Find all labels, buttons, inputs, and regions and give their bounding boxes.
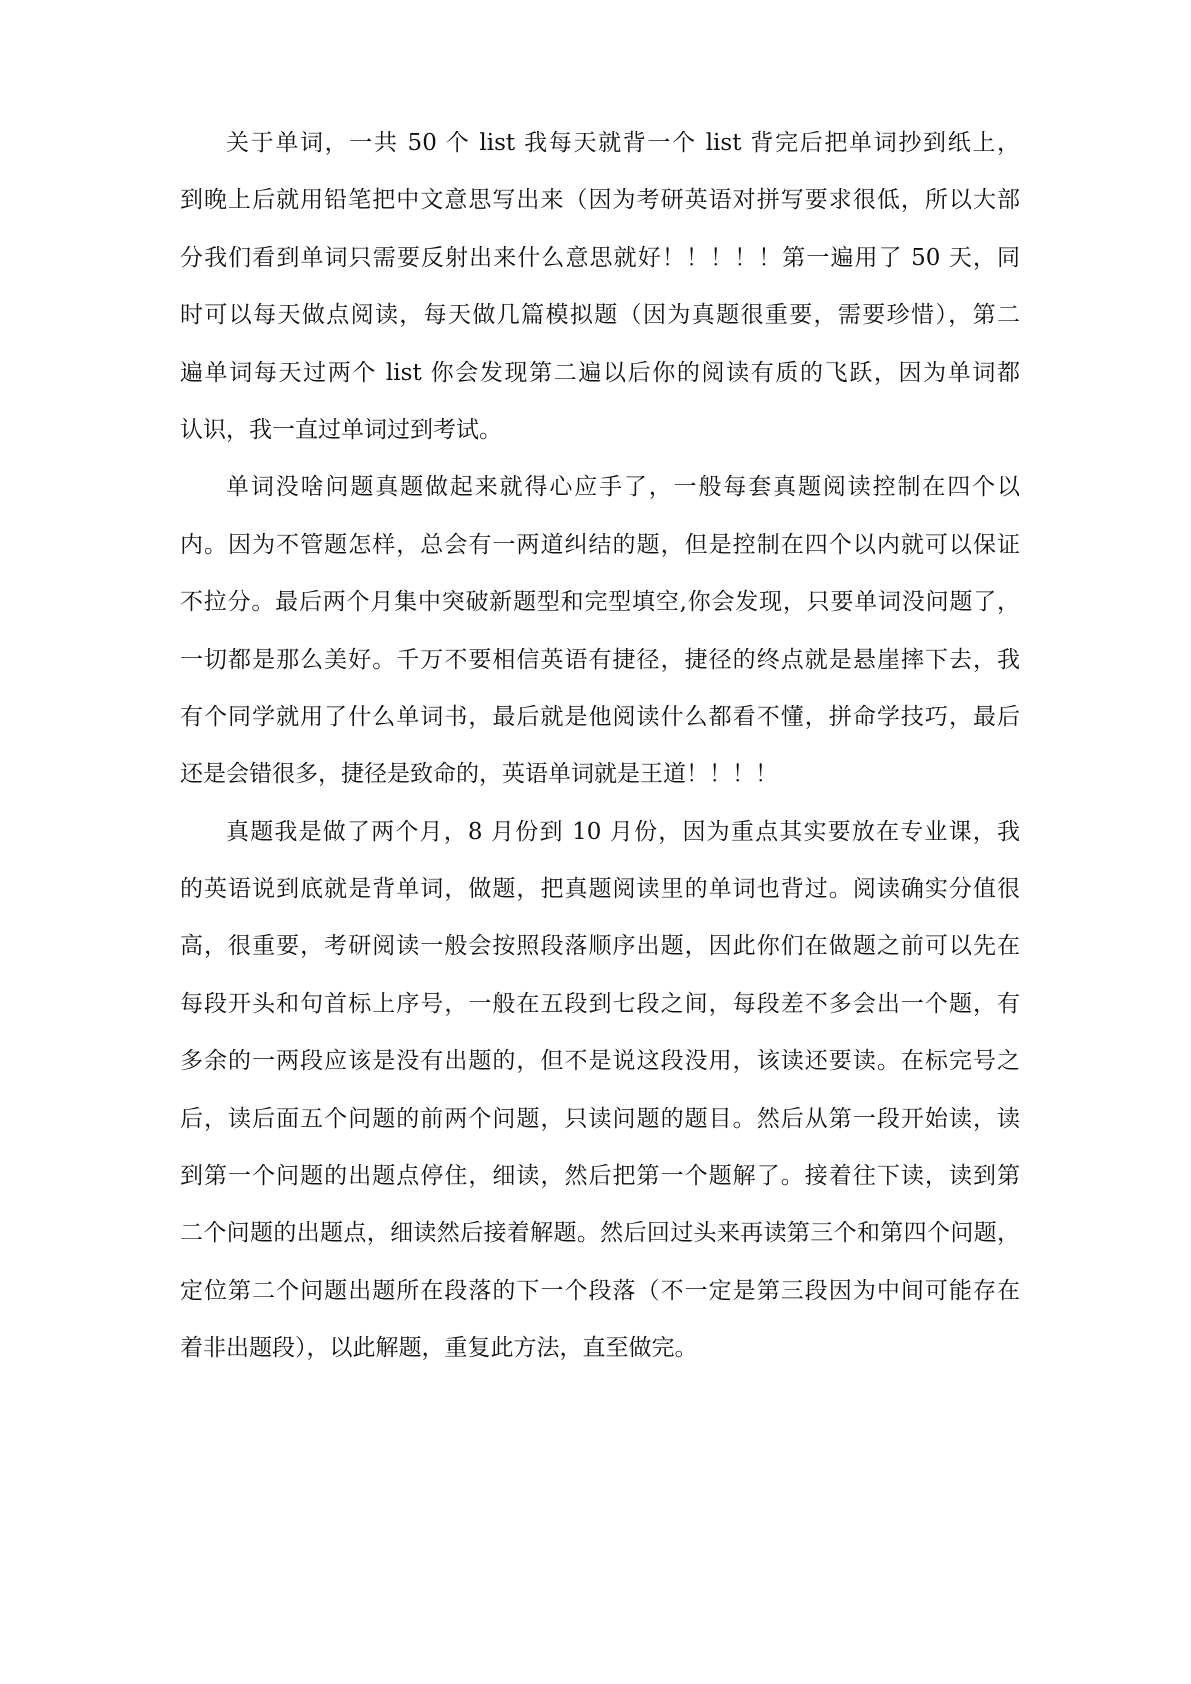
text-line: 高，很重要，考研阅读一般会按照段落顺序出题，因此你们在做题之前可以先在 — [180, 933, 1020, 960]
text-line: 内。因为不管题怎样，总会有一两道纠结的题，但是控制在四个以内就可以保证 — [180, 531, 1020, 558]
text-line: 分我们看到单词只需要反射出来什么意思就好！！！！！第一遍用了 50 天，同 — [180, 244, 1020, 271]
text-line: 的英语说到底就是背单词，做题，把真题阅读里的单词也背过。阅读确实分值很 — [180, 876, 1020, 903]
paragraph — [180, 804, 1020, 1378]
text-line: 不拉分。最后两个月集中突破新题型和完型填空,你会发现，只要单词没问题了， — [180, 589, 1020, 616]
text-line: 到晚上后就用铅笔把中文意思写出来（因为考研英语对拼写要求很低，所以大部 — [180, 187, 1020, 214]
text-line: 还是会错很多，捷径是致命的，英语单词就是王道！！！！ — [180, 761, 778, 788]
text-line: 认识，我一直过单词过到考试。 — [180, 416, 502, 443]
text-line: 每段开头和句首标上序号，一般在五段到七段之间，每段差不多会出一个题，有 — [180, 990, 1020, 1017]
text-line: 着非出题段），以此解题，重复此方法，直至做完。 — [180, 1335, 698, 1362]
text-line: 遍单词每天过两个 list 你会发现第二遍以后你的阅读有质的飞跃，因为单词都 — [180, 359, 1020, 386]
text-line: 时可以每天做点阅读，每天做几篇模拟题（因为真题很重要，需要珍惜），第二 — [180, 302, 1020, 329]
text-line: 后，读后面五个问题的前两个问题，只读问题的题目。然后从第一段开始读，读 — [180, 1105, 1020, 1132]
text-line: 一切都是那么美好。千万不要相信英语有捷径，捷径的终点就是悬崖摔下去，我 — [180, 646, 1020, 673]
paragraph — [180, 459, 1020, 803]
text-line: 单词没啥问题真题做起来就得心应手了，一般每套真题阅读控制在四个以 — [226, 474, 1020, 501]
text-line: 有个同学就用了什么单词书，最后就是他阅读什么都看不懂，拼命学技巧，最后 — [180, 703, 1020, 730]
text-line: 多余的一两段应该是没有出题的，但不是说这段没用，该读还要读。在标完号之 — [180, 1048, 1020, 1075]
text-line: 关于单词，一共 50 个 list 我每天就背一个 list 背完后把单词抄到纸上， — [226, 130, 1020, 156]
document-body — [180, 115, 1020, 1378]
text-line: 真题我是做了两个月，8 月份到 10 月份，因为重点其实要放在专业课，我 — [226, 818, 1020, 845]
text-line: 到第一个问题的出题点停住，细读，然后把第一个题解了。接着往下读，读到第 — [180, 1163, 1020, 1190]
paragraph — [180, 115, 1020, 459]
text-line: 二个问题的出题点，细读然后接着解题。然后回过头来再读第三个和第四个问题， — [180, 1220, 1020, 1247]
text-line: 定位第二个问题出题所在段落的下一个段落（不一定是第三段因为中间可能存在 — [180, 1277, 1020, 1304]
